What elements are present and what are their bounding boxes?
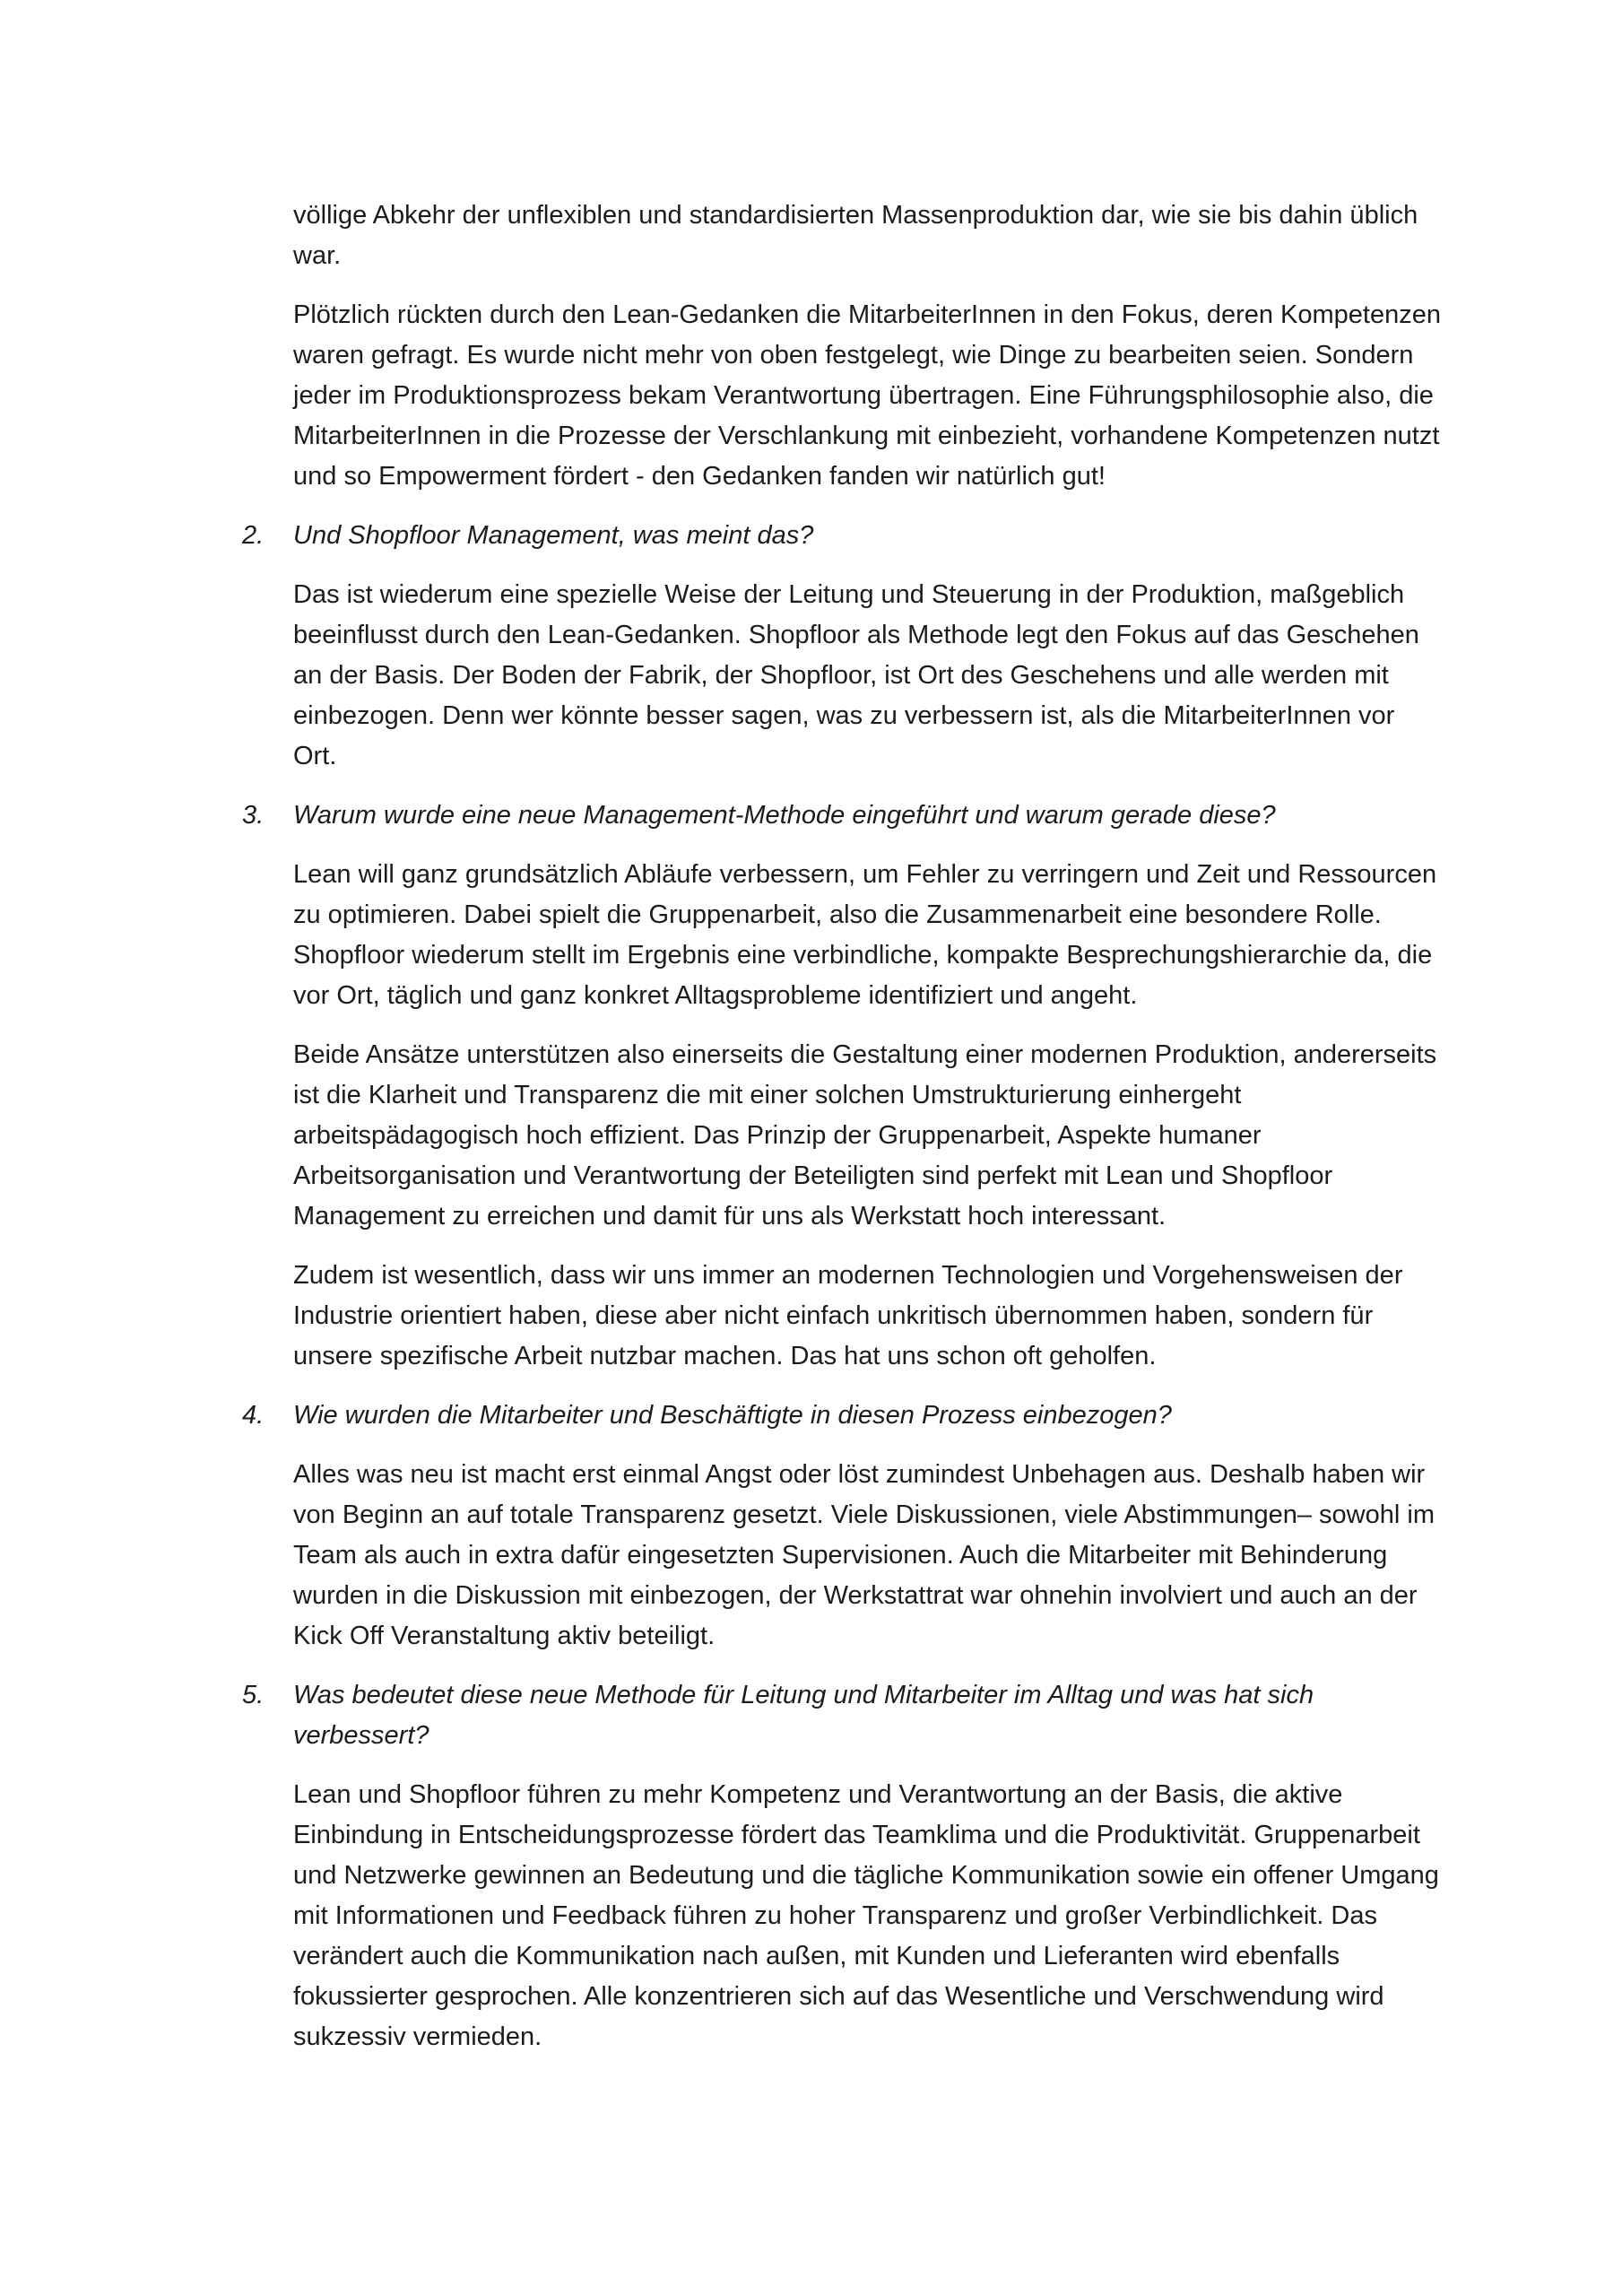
document-content	[242, 196, 1442, 2076]
question-item-2	[242, 516, 1441, 556]
question-number: 3.	[242, 801, 265, 830]
question-number: 5.	[242, 1681, 265, 1709]
question-text: Wie wurden die Mitarbeiter und Beschäftigte in diesen Prozess einbezogen?	[293, 1401, 1172, 1430]
question-text: Was bedeutet diese neue Methode für Leitung und Mitarbeiter im Alltag und was hat sich verbessert?	[293, 1681, 1314, 1750]
intro-paragraph: Plötzlich rückten durch den Lean-Gedanken die MitarbeiterInnen in den Fokus, deren Kompetenzen waren gefragt. Es wurde nicht mehr von oben festgelegt, wie Dinge zu bearbeiten seien. Sondern jeder im Produktionsprozess bekam Verantwortung übertragen. Eine Führungsphilosophie also, die MitarbeiterInnen in die Prozesse der Verschlankung mit einbezieht, vorhandene Kompetenzen nutzt und so Empowerment fördert - den Gedanken fanden wir natürlich gut!	[293, 300, 1442, 491]
question-item-5	[242, 1675, 1441, 1756]
intro-paragraph: völlige Abkehr der unflexiblen und standardisierten Massenproduktion dar, wie sie bis dahin üblich war.	[293, 201, 1418, 270]
question-item-3	[242, 796, 1441, 836]
question-item-4	[242, 1396, 1441, 1436]
answer-block	[293, 1455, 1441, 1657]
answer-paragraph: Beide Ansätze unterstützen also einerseits die Gestaltung einer modernen Produktion, andererseits ist die Klarheit und Transparenz die mit einer solchen Umstrukturierung einhergeht arbeitspädagogisch hoch effizient. Das Prinzip der Gruppenarbeit, Aspekte humaner Arbeitsorganisation und Verantwortung der Beteiligten sind perfekt mit Lean und Shopfloor Management zu erreichen und damit für uns als Werkstatt hoch interessant.	[293, 1040, 1437, 1231]
question-number: 4.	[242, 1401, 265, 1430]
question-number: 2.	[242, 521, 265, 550]
answer-block	[293, 855, 1441, 1377]
answer-block	[293, 1775, 1441, 2057]
answer-paragraph: Alles was neu ist macht erst einmal Angst oder löst zumindest Unbehagen aus. Deshalb haben wir von Beginn an auf totale Transparenz gesetzt. Viele Diskussionen, viele Abstimmungen– sowohl im Team als auch in extra dafür eingesetzten Supervisionen. Auch die Mitarbeiter mit Behinderung wurden in die Diskussion mit einbezogen, der Werkstattrat war ohnehin involviert und auch an der Kick Off Veranstaltung aktiv beteiligt.	[293, 1460, 1435, 1650]
question-text: Und Shopfloor Management, was meint das?	[293, 521, 814, 550]
question-text: Warum wurde eine neue Management-Methode eingeführt und warum gerade diese?	[293, 801, 1276, 830]
answer-paragraph: Lean will ganz grundsätzlich Abläufe verbessern, um Fehler zu verringern und Zeit und Ressourcen zu optimieren. Dabei spielt die Gruppenarbeit, also die Zusammenarbeit eine besondere Rolle. Shopfloor wiederum stellt im Ergebnis eine verbindliche, kompakte Besprechungshierarchie da, die vor Ort, täglich und ganz konkret Alltagsprobleme identifiziert und angeht.	[293, 860, 1437, 1010]
answer-paragraph: Zudem ist wesentlich, dass wir uns immer an modernen Technologien und Vorgehensweisen der Industrie orientiert haben, diese aber nicht einfach unkritisch übernommen haben, sondern für unsere spezifische Arbeit nutzbar machen. Das hat uns schon oft geholfen.	[293, 1261, 1403, 1370]
answer-paragraph: Lean und Shopfloor führen zu mehr Kompetenz und Verantwortung an der Basis, die aktive Einbindung in Entscheidungsprozesse fördert das Teamklima und die Produktivität. Gruppenarbeit und Netzwerke gewinnen an Bedeutung und die tägliche Kommunikation sowie ein offener Umgang mit Informationen und Feedback führen zu hoher Transparenz und großer Verbindlichkeit. Das verändert auch die Kommunikation nach außen, mit Kunden und Lieferanten wird ebenfalls fokussierter gesprochen. Alle konzentrieren sich auf das Wesentliche und Verschwendung wird sukzessiv vermieden.	[293, 1780, 1439, 2051]
answer-paragraph: Das ist wiederum eine spezielle Weise der Leitung und Steuerung in der Produktion, maßgeblich beeinflusst durch den Lean-Gedanken. Shopfloor als Methode legt den Fokus auf das Geschehen an der Basis. Der Boden der Fabrik, der Shopfloor, ist Ort des Geschehens und alle werden mit einbezogen. Denn wer könnte besser sagen, was zu verbessern ist, als die MitarbeiterInnen vor Ort.	[293, 580, 1419, 770]
answer-block	[293, 575, 1441, 777]
